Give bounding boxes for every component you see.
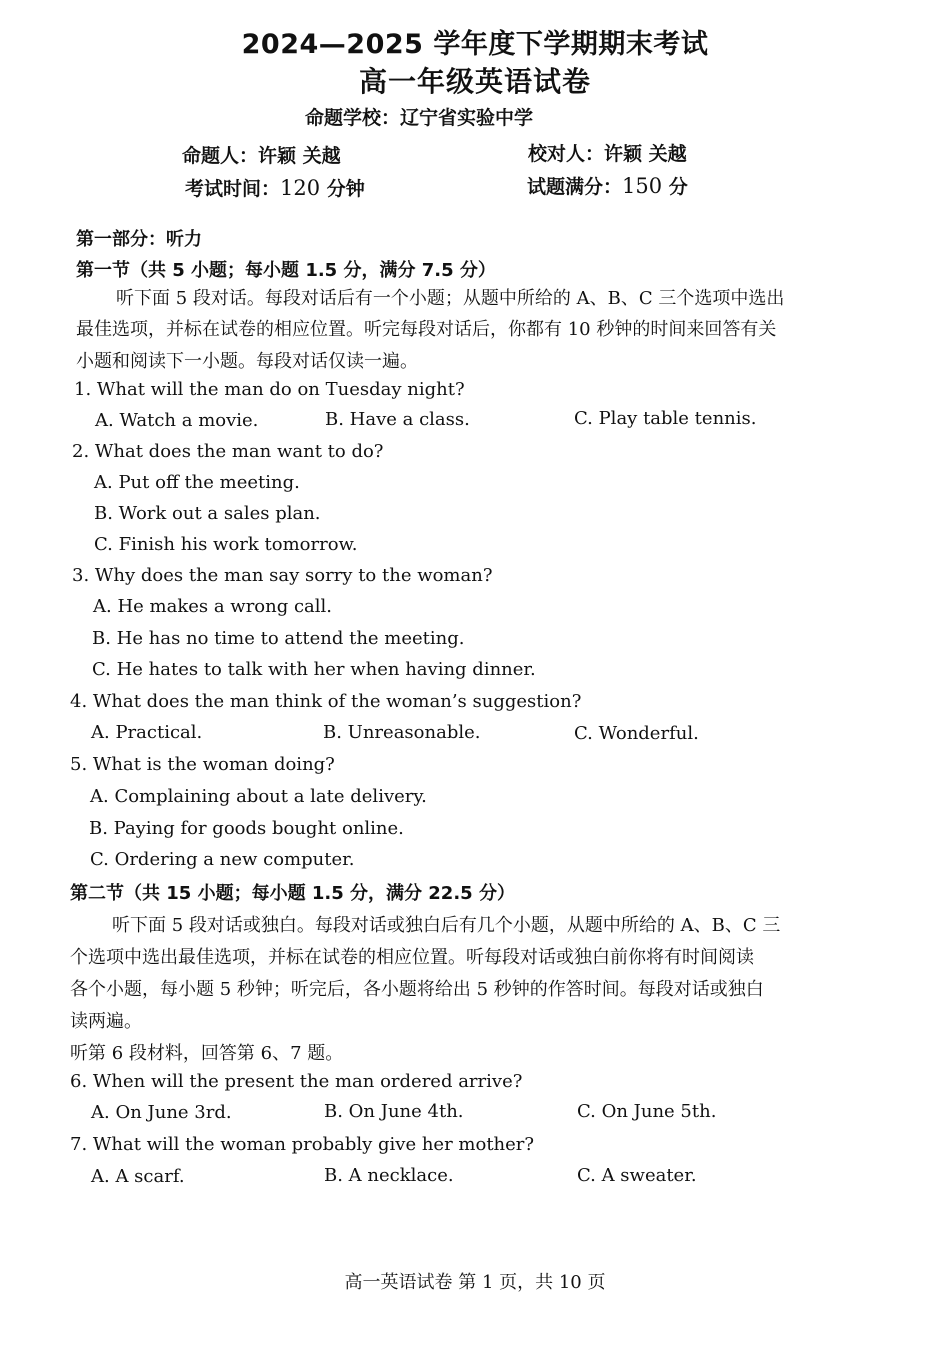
question-6-option-c: C. On June 5th. [577,1101,717,1122]
material-6-intro: 听第 6 段材料，回答第 6、7 题。 [70,1043,344,1064]
question-3-stem: 3. Why does the man say sorry to the woman? [72,565,493,586]
question-4-option-b: B. Unreasonable. [323,722,481,743]
question-7-option-c: C. A sweater. [577,1165,697,1186]
page-footer: 高一英语试卷 第 1 页，共 10 页 [344,1272,606,1293]
section1-instruction-line3: 小题和阅读下一小题。每段对话仅读一遍。 [76,351,418,372]
score-unit: 分 [668,176,688,198]
part1-title: 第一部分：听力 [76,229,202,250]
question-6-option-b: B. On June 4th. [324,1101,464,1122]
question-5-option-a: A. Complaining about a late delivery. [90,786,427,807]
question-2-option-b: B. Work out a sales plan. [94,503,321,524]
question-5-stem: 5. What is the woman doing? [70,754,335,775]
question-2-option-a: A. Put off the meeting. [94,472,300,493]
section2-title: 第二节（共 15 小题；每小题 1.5 分，满分 22.5 分） [70,883,515,904]
question-7-option-b: B. A necklace. [324,1165,454,1186]
question-5-option-c: C. Ordering a new computer. [90,849,355,870]
section2-instruction-line2: 个选项中选出最佳选项，并标在试卷的相应位置。听每段对话或独白前你将有时间阅读 [70,947,754,968]
checker-line [528,139,687,166]
question-4-stem: 4. What does the man think of the woman’s suggestion? [70,691,582,712]
section1-title: 第一节（共 5 小题；每小题 1.5 分，满分 7.5 分） [76,260,496,281]
score-number: 150 [622,174,663,198]
school-line [305,103,533,130]
question-3-option-a: A. He makes a wrong call. [93,596,333,617]
question-2-stem: 2. What does the man want to do? [72,441,384,462]
question-7-stem: 7. What will the woman probably give her mother? [70,1134,535,1155]
score-label: 试题满分： [527,176,623,198]
section2-instruction-line3: 各个小题，每小题 5 秒钟；听完后，各小题将给出 5 秒钟的作答时间。每段对话或独白 [70,979,764,1000]
question-5-option-b: B. Paying for goods bought online. [89,818,404,839]
time-unit: 分钟 [326,178,365,200]
question-1-stem: 1. What will the man do on Tuesday night? [74,379,465,400]
school-value: 辽宁省实验中学 [400,107,534,129]
question-1-option-a: A. Watch a movie. [95,410,259,431]
section1-instruction-line2: 最佳选项，并标在试卷的相应位置。听完每段对话后，你都有 10 秒钟的时间来回答有关 [76,319,777,340]
setter-label: 命题人： [182,145,259,167]
exam-subtitle: 高一年级英语试卷 [358,65,591,98]
question-3-option-b: B. He has no time to attend the meeting. [92,628,465,649]
question-4-option-c: C. Wonderful. [574,723,699,744]
question-4-option-a: A. Practical. [91,722,203,743]
setter-line [182,141,341,168]
time-line [185,174,365,201]
checker-label: 校对人： [528,143,605,165]
question-2-option-c: C. Finish his work tomorrow. [94,534,358,555]
question-1-option-b: B. Have a class. [325,409,470,430]
time-label: 考试时间： [185,178,281,200]
question-6-stem: 6. When will the present the man ordered arrive? [70,1071,523,1092]
section1-instruction-line1: 听下面 5 段对话。每段对话后有一个小题；从题中所给的 A、B、C 三个选项中选出 [116,288,785,309]
section2-instruction-line1: 听下面 5 段对话或独白。每段对话或独白后有几个小题，从题中所给的 A、B、C 三 [112,915,781,936]
setter-value: 许颖 关越 [258,145,341,167]
checker-value: 许颖 关越 [604,143,687,165]
question-3-option-c: C. He hates to talk with her when having dinner. [92,659,536,680]
school-label: 命题学校： [305,107,401,129]
time-number: 120 [280,176,321,200]
question-6-option-a: A. On June 3rd. [91,1102,232,1123]
section2-instruction-line4: 读两遍。 [70,1011,142,1032]
question-1-option-c: C. Play table tennis. [574,408,757,429]
exam-title: 2024—2025 学年度下学期期末考试 [241,29,709,60]
question-7-option-a: A. A scarf. [91,1166,185,1187]
score-line [527,172,688,199]
